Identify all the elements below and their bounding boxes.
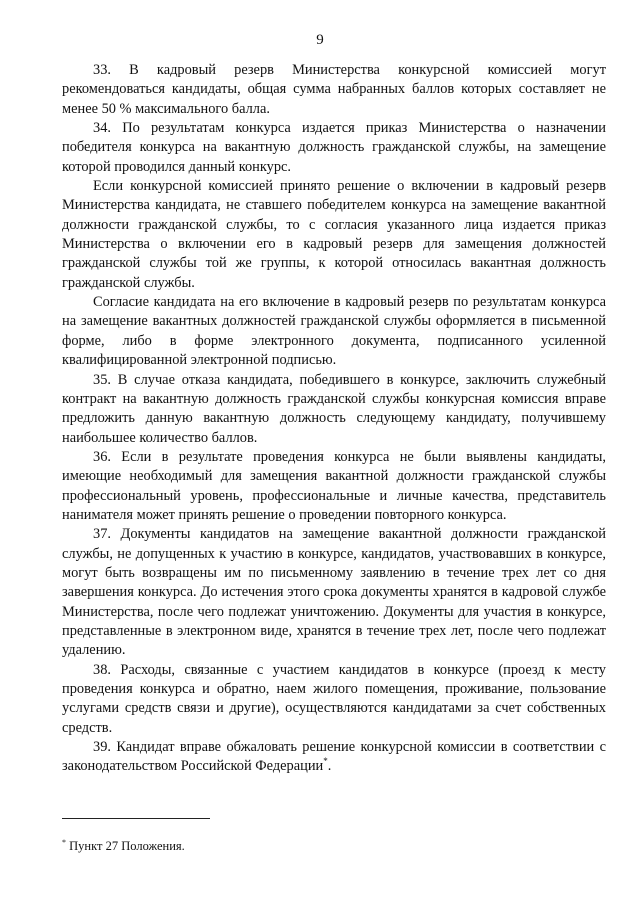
paragraph-39 bbox=[62, 738, 606, 777]
footnote-separator bbox=[62, 818, 210, 819]
paragraph-38: 38. Расходы, связанные с участием кандидатов в конкурсе (проезд к месту проведения конкурса и обратно, наем жилого помещения, проживание, пользование услугами средств связи и другие), осуществляются кандидатами за счет собственных средств. bbox=[62, 661, 606, 736]
paragraph-33: 33. В кадровый резерв Министерства конкурсной комиссией могут рекомендоваться кандидаты, общая сумма набранных баллов которых составляет не менее 50 % максимального балла. bbox=[62, 62, 606, 117]
body-text bbox=[62, 61, 606, 777]
paragraph-34: 34. По результатам конкурса издается приказ Министерства о назначении победителя конкурса на вакантную должность гражданской службы, на замещение которой проводился данный конкурс. bbox=[62, 120, 606, 175]
paragraph-39-end: . bbox=[327, 758, 332, 775]
paragraph-36: 36. Если в результате проведения конкурса не были выявлены кандидаты, имеющие необходимый для замещения вакантной должности гражданской службы профессиональный уровень, профессиональные и личные качества, представитель нанимателя может принять решение о проведении повторного конкурса. bbox=[62, 448, 606, 523]
paragraph-35: 35. В случае отказа кандидата, победившего в конкурсе, заключить служебный контракт на вакантную должность гражданской службы конкурсная комиссия вправе предложить данную вакантную должность следующему кандидату, получившему наибольшее количество баллов. bbox=[62, 371, 606, 446]
footnote-mark: * bbox=[62, 837, 66, 847]
footnote-reference: * bbox=[323, 756, 328, 767]
paragraph-37: 37. Документы кандидатов на замещение вакантной должности гражданской службы, не допущенных к участию в конкурсе, кандидатов, участвовавших в конкурсе, могут быть возвращены им по письменному заявлению в течение трех лет со дня завершения конкурса. До истечения этого срока документы хранятся в кадровой службе Министерства, после чего подлежат уничтожению. Документы для участия в конкурсе, представленные в электронном виде, хранятся в течение трех лет, после чего подлежат удалению. bbox=[62, 526, 606, 659]
paragraph-34-reserve: Если конкурсной комиссией принято решение о включении в кадровый резерв Министерства кандидата, не ставшего победителем конкурса на замещение вакантной должности гражданской службы, то с согласия указанного лица издается приказ Министерства о включении его в кадровый резерв для замещения должностей гражданской службы той же группы, к которой относилась вакантная должность гражданской службы. bbox=[62, 178, 606, 291]
paragraph-39-text: 39. Кандидат вправе обжаловать решение конкурсной комиссии в соответствии с законодательством Российской Федерации bbox=[62, 739, 606, 775]
paragraph-34-consent: Согласие кандидата на его включение в кадровый резерв по результатам конкурса на замещение вакантных должностей гражданской службы оформляется в письменной форме, либо в форме электронного документа, подписанного усиленной квалифицированной электронной подписью. bbox=[62, 294, 606, 369]
footnote-text: Пункт 27 Положения. bbox=[66, 839, 185, 853]
page-number: 9 bbox=[316, 32, 324, 48]
footnote bbox=[62, 839, 606, 854]
